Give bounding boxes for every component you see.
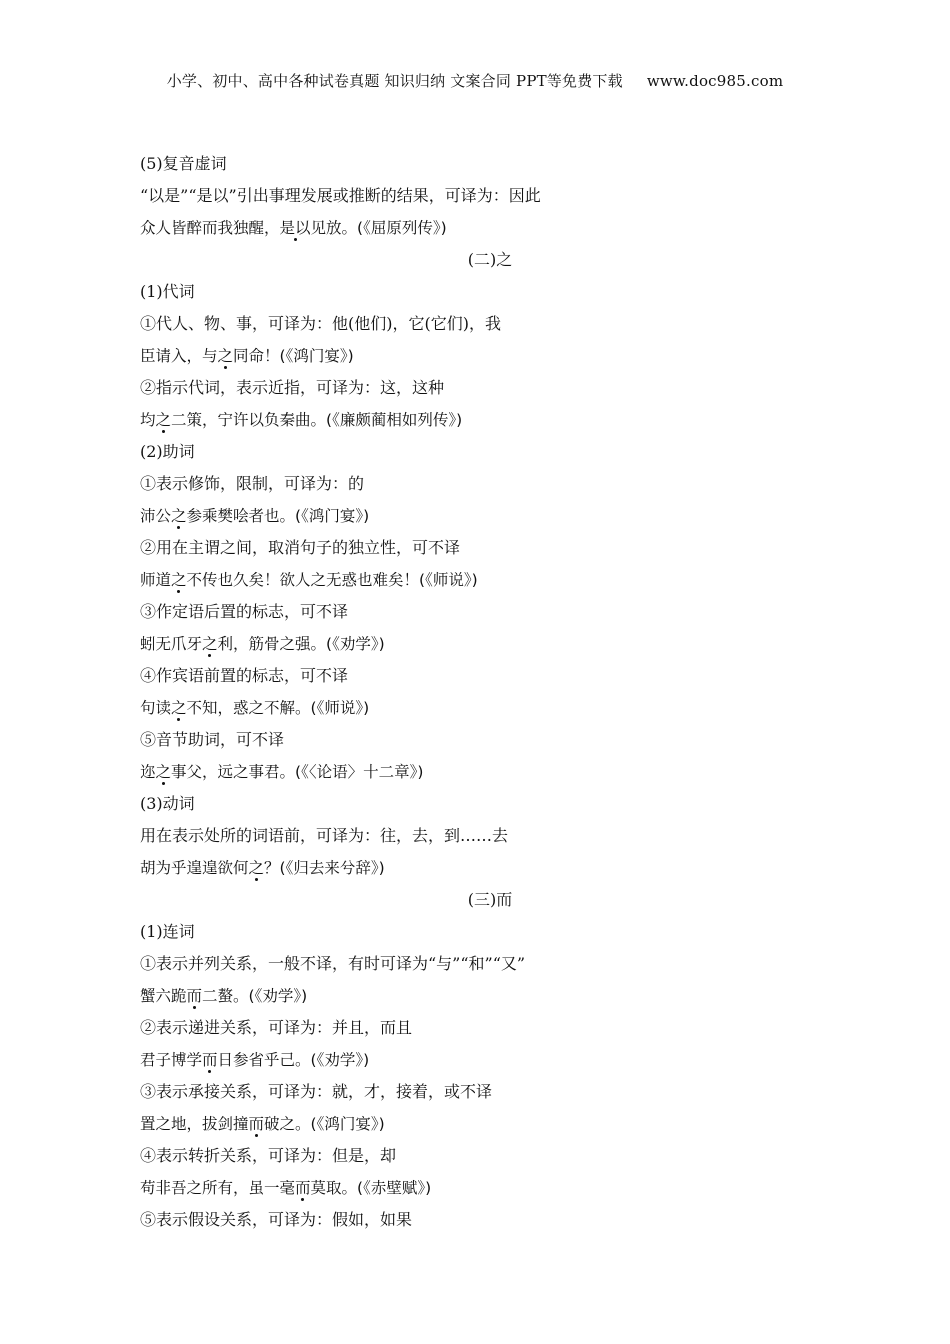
emphasis-mark: 而	[248, 1115, 265, 1133]
text-line: ⑤音节助词，可不译	[140, 730, 285, 749]
emphasis-mark: 而	[202, 1051, 218, 1069]
emphasis-mark: 之	[202, 635, 218, 653]
example-text: 不知，惑之不解。(《师说》)	[186, 699, 370, 717]
emphasis-mark: 之	[155, 763, 172, 781]
text-line: (2)助词	[140, 442, 195, 461]
example-text: 句读	[140, 699, 172, 717]
text-line: 用在表示处所的词语前，可译为：往，去，到……去	[140, 826, 509, 845]
text-line: (1)连词	[140, 922, 195, 941]
example-text: 蚓无爪牙	[140, 635, 203, 653]
text-line: (1)代词	[140, 282, 195, 301]
example-text: 君子博学	[140, 1051, 203, 1069]
emphasis-mark: 之	[155, 411, 172, 429]
section-heading-text: (三)而	[467, 890, 513, 909]
text-line: “以是”“是以”引出事理发展或推断的结果，可译为：因此	[140, 186, 541, 205]
page-header	[0, 70, 950, 91]
text-line: ③表示承接关系，可译为：就，才，接着，或不译	[140, 1082, 493, 1101]
text-line: (3)动词	[140, 794, 195, 813]
example-text: 破之。(《鸿门宴》)	[264, 1115, 385, 1133]
example-text: 师道	[140, 571, 172, 589]
header-text: 小学、初中、高中各种试卷真题 知识归纳 文案合同 PPT等免费下载	[166, 72, 623, 90]
example-sentence	[140, 852, 840, 884]
example-text: 臣请入，与	[140, 347, 218, 365]
text-line: ①代人、物、事，可译为：他(他们)，它(它们)，我	[140, 314, 501, 333]
example-sentence	[140, 980, 840, 1012]
text-line: ①表示并列关系，一般不译，有时可译为“与”“和”“又”	[140, 954, 526, 973]
example-text: 利，筋骨之强。(《劝学》)	[217, 635, 385, 653]
emphasis-mark: 而	[295, 1179, 311, 1197]
text-line: ①表示修饰，限制，可译为：的	[140, 474, 365, 493]
example-sentence	[140, 212, 840, 244]
section-heading-text: (二)之	[467, 250, 513, 269]
text-line: ④作宾语前置的标志，可不译	[140, 666, 349, 685]
example-text: 二策，宁许以负秦曲。(《廉颇蔺相如列传》)	[171, 411, 463, 429]
example-text: 均	[140, 411, 156, 429]
example-sentence	[140, 1108, 840, 1140]
emphasis-mark: 之	[171, 571, 187, 589]
emphasis-mark: 是以	[279, 219, 311, 237]
text-line: ②表示递进关系，可译为：并且，而且	[140, 1018, 413, 1037]
example-text: 日参省乎己。(《劝学》)	[217, 1051, 370, 1069]
emphasis-mark: 之	[171, 507, 187, 525]
example-sentence	[140, 500, 840, 532]
text-line: ③作定语后置的标志，可不译	[140, 602, 349, 621]
example-text: 迩	[140, 763, 156, 781]
example-sentence	[140, 340, 840, 372]
document-body	[140, 148, 840, 1236]
example-text: 同命！(《鸿门宴》)	[233, 347, 354, 365]
example-sentence	[140, 628, 840, 660]
text-line: ⑤表示假设关系，可译为：假如，如果	[140, 1210, 413, 1229]
text-line: (5)复音虚词	[140, 154, 227, 173]
example-sentence	[140, 1172, 840, 1204]
text-line: ②指示代词，表示近指，可译为：这，这种	[140, 378, 445, 397]
example-text: 事父，远之事君。(《〈论语〉十二章》)	[171, 763, 424, 781]
example-text: 众人皆醉而我独醒，	[140, 219, 280, 237]
example-text: 见放。(《屈原列传》)	[310, 219, 447, 237]
header-site: www.doc985.com	[646, 72, 784, 90]
text-line: ②用在主谓之间，取消句子的独立性，可不译	[140, 538, 461, 557]
example-text: 二螯。(《劝学》)	[202, 987, 308, 1005]
emphasis-mark: 而	[186, 987, 203, 1005]
example-text: 胡为乎遑遑欲何	[140, 859, 249, 877]
example-text: 参乘樊哙者也。(《鸿门宴》)	[186, 507, 370, 525]
example-text: 沛公	[140, 507, 172, 525]
example-sentence	[140, 1044, 840, 1076]
example-text: 苟非吾之所有，虽一毫	[140, 1179, 296, 1197]
example-text: 蟹六跪	[140, 987, 187, 1005]
emphasis-mark: 之	[171, 699, 187, 717]
section-heading	[140, 884, 840, 916]
example-text: 不传也久矣！欲人之无惑也难矣！(《师说》)	[186, 571, 478, 589]
text-line: ④表示转折关系，可译为：但是，却	[140, 1146, 397, 1165]
example-sentence	[140, 756, 840, 788]
example-text: ？(《归去来兮辞》)	[264, 859, 385, 877]
example-text: 莫取。(《赤壁赋》)	[310, 1179, 432, 1197]
section-heading	[140, 244, 840, 276]
emphasis-mark: 之	[217, 347, 234, 365]
example-sentence	[140, 404, 840, 436]
example-text: 置之地，拔剑撞	[140, 1115, 249, 1133]
example-sentence	[140, 692, 840, 724]
example-sentence	[140, 564, 840, 596]
emphasis-mark: 之	[248, 859, 265, 877]
